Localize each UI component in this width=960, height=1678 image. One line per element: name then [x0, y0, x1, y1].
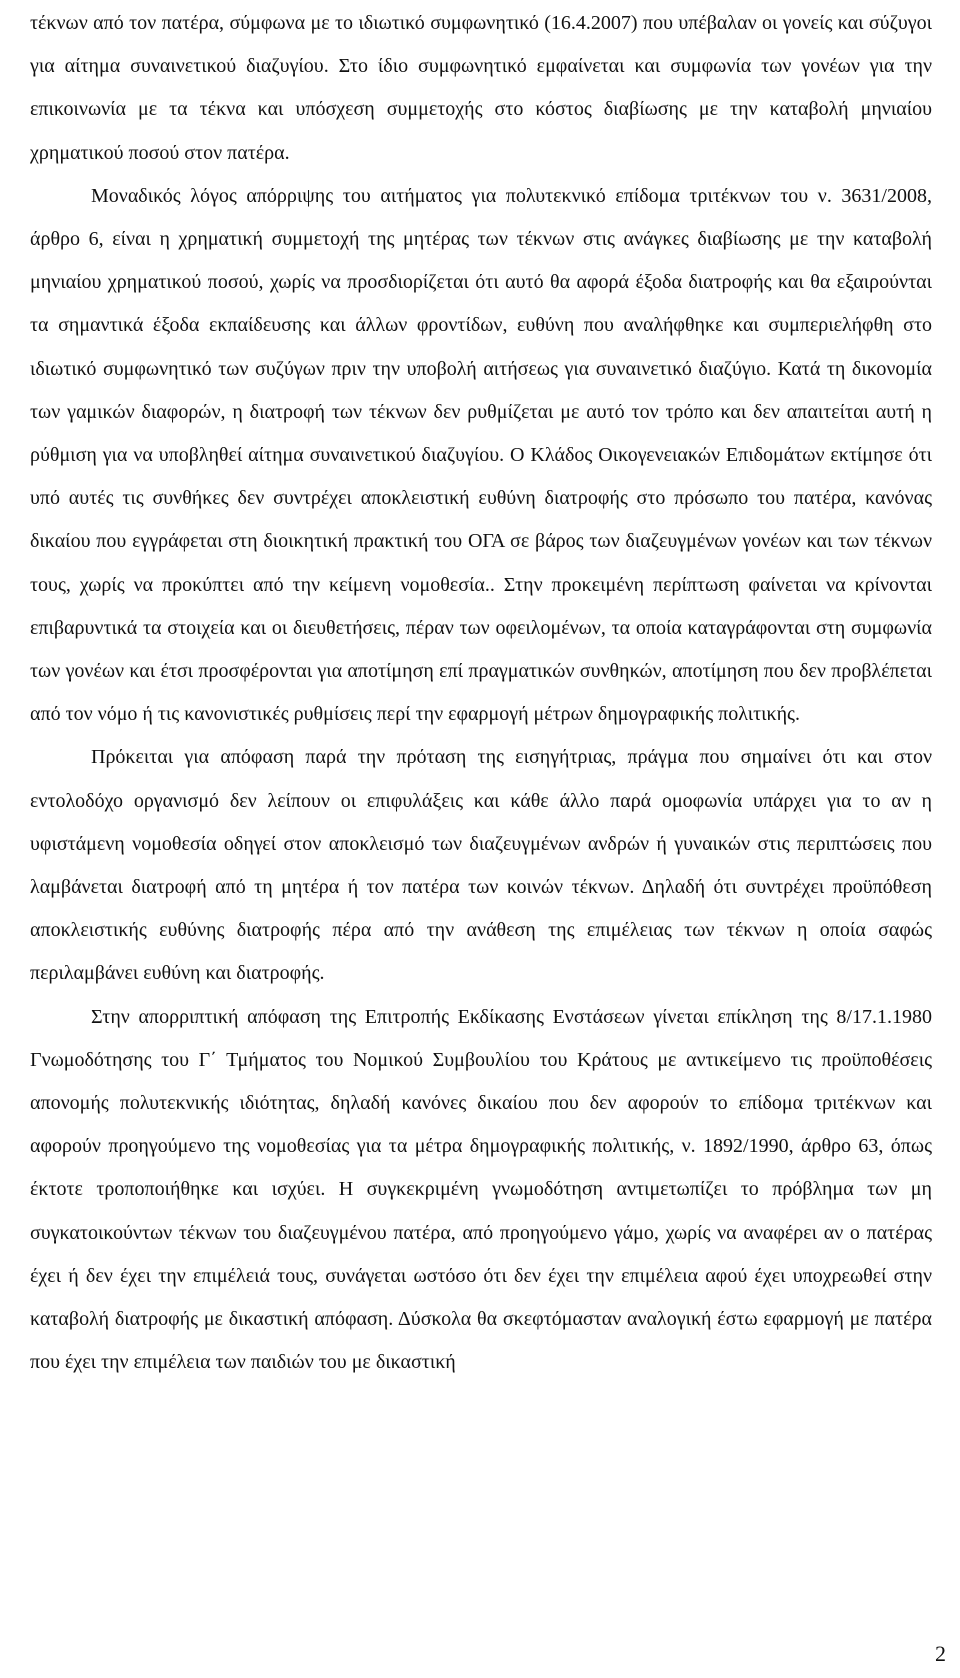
paragraph-1: τέκνων από τον πατέρα, σύμφωνα με το ιδιωτικό συμφωνητικό (16.4.2007) που υπέβαλαν οι γονείς και σύζυγοι για αίτημα συναινετικού διαζυγίου. Στο ίδιο συμφωνητικό εμφαίνεται και συμφωνία των γονέων για την επικοινωνία με τα τέκνα και υπόσχεση συμμετοχής στο κόστος διαβίωσης με την καταβολή μηνιαίου χρηματικού ποσού στον πατέρα.: [30, 12, 932, 164]
paragraph-4: Στην απορριπτική απόφαση της Επιτροπής Εκδίκασης Ενστάσεων γίνεται επίκληση της 8/17.1.1980 Γνωμοδότησης του Γ΄ Τμήματος του Νομικού Συμβουλίου του Κράτους με αντικείμενο τις προϋποθέσεις απονομής πολυτεκνικής ιδιότητας, δηλαδή κανόνες δικαίου που δεν αφορούν το επίδομα τριτέκνων και αφορούν προηγούμενο της νομοθεσίας για τα μέτρα δημογραφικής πολιτικής, ν. 1892/1990, άρθρο 63, όπως έκτοτε τροποποιήθηκε και ισχύει. Η συγκεκριμένη γνωμοδότηση αντιμετωπίζει το πρόβλημα των μη συγκατοικούντων τέκνων του διαζευγμένου πατέρα, από προηγούμενο γάμο, χωρίς να αναφέρει αν ο πατέρας έχει ή δεν έχει την επιμέλειά τους, συνάγεται ωστόσο ότι δεν έχει την επιμέλεια αφού έχει υποχρεωθεί στην καταβολή διατροφής με δικαστική απόφαση. Δύσκολα θα σκεφτόμασταν αναλογική έστω εφαρμογή με πατέρα που έχει την επιμέλεια των παιδιών του με δικαστική: [30, 1005, 932, 1374]
document-page: [30, 2, 932, 1385]
paragraph-2: Μοναδικός λόγος απόρριψης του αιτήματος για πολυτεκνικό επίδομα τριτέκνων του ν. 3631/2008, άρθρο 6, είναι η χρηματική συμμετοχή της μητέρας των τέκνων στις ανάγκες διαβίωσης με την καταβολή μηνιαίου χρηματικού ποσού, χωρίς να προσδιορίζεται ότι αυτό θα αφορά έξοδα διατροφής και θα εξαιρούνται τα σημαντικά έξοδα εκπαίδευσης και άλλων φροντίδων, ευθύνη που αναλήφθηκε και συμπεριελήφθη στο ιδιωτικό συμφωνητικό των συζύγων πριν την υποβολή αιτήσεως για συναινετικό διαζύγιο. Κατά τη δικονομία των γαμικών διαφορών, η διατροφή των τέκνων δεν ρυθμίζεται με αυτό τον τρόπο και δεν απαιτείται αυτή η ρύθμιση για να υποβληθεί αίτημα συναινετικού διαζυγίου. Ο Κλάδος Οικογενειακών Επιδομάτων εκτίμησε ότι υπό αυτές τις συνθήκες δεν συντρέχει αποκλειστική ευθύνη διατροφής στο πρόσωπο του πατέρα, κανόνας δικαίου που εγγράφεται στη διοικητική πρακτική του ΟΓΑ σε βάρος των διαζευγμένων γονέων και των τέκνων τους, χωρίς να προκύπτει από την κείμενη νομοθεσία.. Στην προκειμένη περίπτωση φαίνεται να κρίνονται επιβαρυντικά τα στοιχεία και οι διευθετήσεις, πέραν των οφειλομένων, τα οποία καταγράφονται στη συμφωνία των γονέων και έτσι προσφέρονται για αποτίμηση επί πραγματικών συνθηκών, αποτίμηση που δεν προβλέπεται από τον νόμο ή τις κανονιστικές ρυθμίσεις περί την εφαρμογή μέτρων δημογραφικής πολιτικής.: [30, 184, 932, 726]
paragraph-3: Πρόκειται για απόφαση παρά την πρόταση της εισηγήτριας, πράγμα που σημαίνει ότι και στον εντολοδόχο οργανισμό δεν λείπουν οι επιφυλάξεις και κάθε άλλο παρά ομοφωνία υπάρχει για το αν η υφιστάμενη νομοθεσία οδηγεί στον αποκλεισμό των διαζευγμένων ανδρών ή γυναικών στις περιπτώσεις που λαμβάνεται διατροφή από τη μητέρα ή τον πατέρα των κοινών τέκνων. Δηλαδή ότι συντρέχει προϋπόθεση αποκλειστικής ευθύνης διατροφής πέρα από την ανάθεση της επιμέλειας των τέκνων η οποία σαφώς περιλαμβάνει ευθύνη και διατροφής.: [30, 746, 932, 985]
page-number: 2: [935, 1641, 946, 1666]
